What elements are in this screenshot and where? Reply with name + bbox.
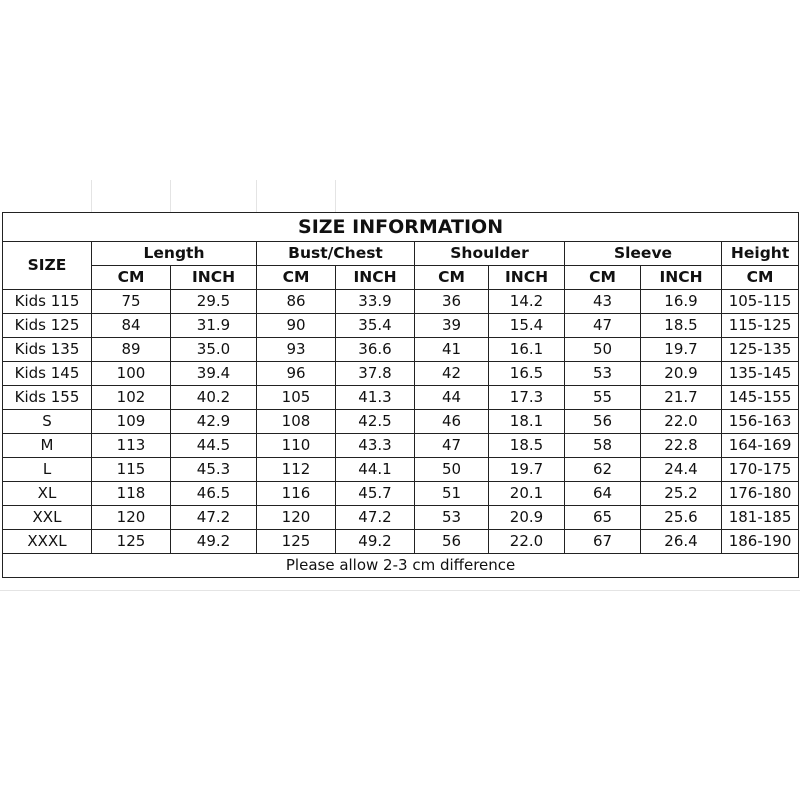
grid-line: [256, 180, 257, 212]
value-cell: 20.9: [489, 506, 565, 530]
value-cell: 181-185: [722, 506, 799, 530]
value-cell: 25.6: [641, 506, 722, 530]
value-cell: 36: [415, 290, 489, 314]
size-cell: XXL: [3, 506, 92, 530]
unit-header: INCH: [336, 266, 415, 290]
value-cell: 125: [257, 530, 336, 554]
value-cell: 50: [415, 458, 489, 482]
value-cell: 19.7: [489, 458, 565, 482]
value-cell: 105: [257, 386, 336, 410]
value-cell: 100: [92, 362, 171, 386]
value-cell: 118: [92, 482, 171, 506]
size-chart-table: [2, 212, 799, 578]
value-cell: 46: [415, 410, 489, 434]
value-cell: 67: [565, 530, 641, 554]
unit-header: CM: [415, 266, 489, 290]
value-cell: 156-163: [722, 410, 799, 434]
value-cell: 31.9: [171, 314, 257, 338]
group-header-shoulder: Shoulder: [415, 242, 565, 266]
table-row: [3, 434, 799, 458]
value-cell: 125-135: [722, 338, 799, 362]
group-header-height: Height: [722, 242, 799, 266]
unit-header: CM: [92, 266, 171, 290]
value-cell: 53: [565, 362, 641, 386]
value-cell: 75: [92, 290, 171, 314]
table-row: [3, 482, 799, 506]
size-cell: M: [3, 434, 92, 458]
value-cell: 18.5: [641, 314, 722, 338]
value-cell: 16.1: [489, 338, 565, 362]
value-cell: 112: [257, 458, 336, 482]
value-cell: 19.7: [641, 338, 722, 362]
table-row: [3, 410, 799, 434]
value-cell: 20.1: [489, 482, 565, 506]
value-cell: 22.0: [489, 530, 565, 554]
value-cell: 44: [415, 386, 489, 410]
value-cell: 50: [565, 338, 641, 362]
value-cell: 86: [257, 290, 336, 314]
table-title: SIZE INFORMATION: [3, 213, 799, 242]
value-cell: 45.3: [171, 458, 257, 482]
table-row: [3, 458, 799, 482]
value-cell: 39.4: [171, 362, 257, 386]
value-cell: 44.1: [336, 458, 415, 482]
value-cell: 24.4: [641, 458, 722, 482]
value-cell: 64: [565, 482, 641, 506]
value-cell: 53: [415, 506, 489, 530]
value-cell: 65: [565, 506, 641, 530]
value-cell: 43: [565, 290, 641, 314]
unit-header: CM: [565, 266, 641, 290]
unit-header: INCH: [489, 266, 565, 290]
value-cell: 55: [565, 386, 641, 410]
size-cell: Kids 135: [3, 338, 92, 362]
value-cell: 115-125: [722, 314, 799, 338]
value-cell: 108: [257, 410, 336, 434]
value-cell: 51: [415, 482, 489, 506]
value-cell: 89: [92, 338, 171, 362]
unit-header: CM: [257, 266, 336, 290]
value-cell: 42.5: [336, 410, 415, 434]
value-cell: 93: [257, 338, 336, 362]
value-cell: 35.0: [171, 338, 257, 362]
value-cell: 16.5: [489, 362, 565, 386]
value-cell: 186-190: [722, 530, 799, 554]
value-cell: 33.9: [336, 290, 415, 314]
value-cell: 21.7: [641, 386, 722, 410]
value-cell: 84: [92, 314, 171, 338]
size-cell: XXXL: [3, 530, 92, 554]
value-cell: 115: [92, 458, 171, 482]
value-cell: 176-180: [722, 482, 799, 506]
value-cell: 36.6: [336, 338, 415, 362]
value-cell: 110: [257, 434, 336, 458]
footnote: Please allow 2-3 cm difference: [3, 554, 799, 578]
value-cell: 47.2: [336, 506, 415, 530]
value-cell: 22.0: [641, 410, 722, 434]
table-row: [3, 314, 799, 338]
value-cell: 26.4: [641, 530, 722, 554]
value-cell: 105-115: [722, 290, 799, 314]
value-cell: 58: [565, 434, 641, 458]
value-cell: 125: [92, 530, 171, 554]
value-cell: 47: [565, 314, 641, 338]
value-cell: 37.8: [336, 362, 415, 386]
value-cell: 135-145: [722, 362, 799, 386]
size-cell: L: [3, 458, 92, 482]
grid-line: [335, 180, 336, 212]
grid-line: [0, 590, 800, 591]
group-header-bust: Bust/Chest: [257, 242, 415, 266]
value-cell: 40.2: [171, 386, 257, 410]
value-cell: 18.5: [489, 434, 565, 458]
value-cell: 62: [565, 458, 641, 482]
unit-header: INCH: [171, 266, 257, 290]
value-cell: 14.2: [489, 290, 565, 314]
value-cell: 47: [415, 434, 489, 458]
value-cell: 113: [92, 434, 171, 458]
value-cell: 41.3: [336, 386, 415, 410]
unit-header: CM: [722, 266, 799, 290]
value-cell: 43.3: [336, 434, 415, 458]
table-row: [3, 362, 799, 386]
value-cell: 102: [92, 386, 171, 410]
value-cell: 45.7: [336, 482, 415, 506]
size-cell: Kids 155: [3, 386, 92, 410]
value-cell: 41: [415, 338, 489, 362]
grid-line: [170, 180, 171, 212]
value-cell: 29.5: [171, 290, 257, 314]
value-cell: 25.2: [641, 482, 722, 506]
size-header: SIZE: [3, 242, 92, 290]
table-row: [3, 386, 799, 410]
group-header-length: Length: [92, 242, 257, 266]
value-cell: 56: [415, 530, 489, 554]
value-cell: 96: [257, 362, 336, 386]
grid-line: [91, 180, 92, 212]
value-cell: 46.5: [171, 482, 257, 506]
value-cell: 17.3: [489, 386, 565, 410]
value-cell: 44.5: [171, 434, 257, 458]
size-cell: S: [3, 410, 92, 434]
table-row: [3, 290, 799, 314]
value-cell: 18.1: [489, 410, 565, 434]
value-cell: 120: [257, 506, 336, 530]
size-cell: Kids 115: [3, 290, 92, 314]
value-cell: 20.9: [641, 362, 722, 386]
unit-header: INCH: [641, 266, 722, 290]
value-cell: 109: [92, 410, 171, 434]
table-row: [3, 506, 799, 530]
table-row: [3, 338, 799, 362]
value-cell: 42: [415, 362, 489, 386]
group-header-sleeve: Sleeve: [565, 242, 722, 266]
value-cell: 90: [257, 314, 336, 338]
value-cell: 15.4: [489, 314, 565, 338]
size-cell: XL: [3, 482, 92, 506]
value-cell: 16.9: [641, 290, 722, 314]
table-row: [3, 530, 799, 554]
value-cell: 116: [257, 482, 336, 506]
value-cell: 42.9: [171, 410, 257, 434]
value-cell: 164-169: [722, 434, 799, 458]
value-cell: 145-155: [722, 386, 799, 410]
value-cell: 47.2: [171, 506, 257, 530]
value-cell: 49.2: [336, 530, 415, 554]
value-cell: 22.8: [641, 434, 722, 458]
value-cell: 170-175: [722, 458, 799, 482]
value-cell: 49.2: [171, 530, 257, 554]
value-cell: 35.4: [336, 314, 415, 338]
size-cell: Kids 145: [3, 362, 92, 386]
value-cell: 56: [565, 410, 641, 434]
value-cell: 39: [415, 314, 489, 338]
value-cell: 120: [92, 506, 171, 530]
size-cell: Kids 125: [3, 314, 92, 338]
